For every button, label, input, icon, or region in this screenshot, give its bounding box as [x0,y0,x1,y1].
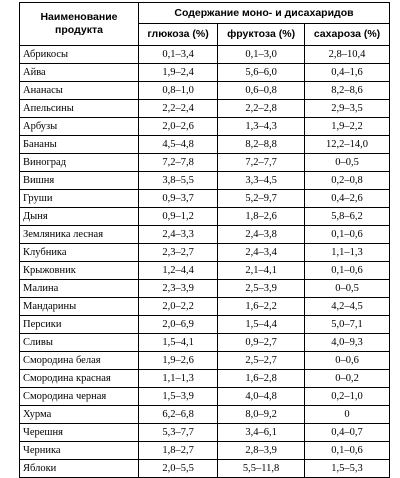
product-name-cell: Виноград [20,154,139,172]
sucrose-cell: 0–0,5 [305,280,390,298]
sucrose-cell: 4,0–9,3 [305,334,390,352]
glucose-cell: 0,8–1,0 [139,82,218,100]
glucose-cell: 0,9–1,2 [139,208,218,226]
sucrose-cell: 0,1–0,6 [305,442,390,460]
table-row [20,406,390,424]
table-row [20,424,390,442]
glucose-cell: 2,0–2,2 [139,298,218,316]
table-row [20,370,390,388]
sucrose-cell: 2,8–10,4 [305,46,390,64]
product-column-header [20,3,139,46]
table-row [20,100,390,118]
product-name-cell: Персики [20,316,139,334]
sucrose-cell: 1,5–5,3 [305,460,390,478]
table-row [20,460,390,478]
sucrose-cell: 0–0,2 [305,370,390,388]
table-row [20,82,390,100]
sucrose-cell: 4,2–4,5 [305,298,390,316]
glucose-cell: 1,9–2,4 [139,64,218,82]
glucose-cell: 0,1–3,4 [139,46,218,64]
sucrose-cell: 0,2–1,0 [305,388,390,406]
header-row-group [20,3,390,24]
glucose-cell: 2,2–2,4 [139,100,218,118]
table-row [20,388,390,406]
table-header [20,3,390,46]
glucose-cell: 2,3–2,7 [139,244,218,262]
glucose-cell: 0,9–3,7 [139,190,218,208]
sucrose-cell: 8,2–8,6 [305,82,390,100]
sucrose-cell: 0–0,5 [305,154,390,172]
fructose-cell: 1,8–2,6 [218,208,305,226]
sucrose-cell: 5,8–6,2 [305,208,390,226]
glucose-cell: 6,2–6,8 [139,406,218,424]
table-row [20,64,390,82]
sucrose-cell: 1,9–2,2 [305,118,390,136]
fructose-cell: 0,9–2,7 [218,334,305,352]
product-name-cell: Ананасы [20,82,139,100]
product-name-cell: Малина [20,280,139,298]
sucrose-cell: 0,4–2,6 [305,190,390,208]
fructose-cell: 1,5–4,4 [218,316,305,334]
product-name-cell: Дыня [20,208,139,226]
fructose-cell: 3,4–6,1 [218,424,305,442]
table-row [20,298,390,316]
glucose-cell: 2,0–6,9 [139,316,218,334]
product-name-cell: Груши [20,190,139,208]
fructose-cell: 4,0–4,8 [218,388,305,406]
table-row [20,352,390,370]
sucrose-cell: 1,1–1,3 [305,244,390,262]
table-row [20,118,390,136]
table-row [20,442,390,460]
sucrose-cell: 0,1–0,6 [305,262,390,280]
table-row [20,334,390,352]
fructose-cell: 7,2–7,7 [218,154,305,172]
sugar-group-header: Содержание моно- и дисахаридов [139,3,390,24]
glucose-cell: 1,5–3,9 [139,388,218,406]
table-row [20,244,390,262]
table-row [20,190,390,208]
product-header-line2: продукта [55,24,103,36]
sucrose-cell: 5,0–7,1 [305,316,390,334]
fructose-cell: 2,4–3,4 [218,244,305,262]
fructose-cell: 1,6–2,2 [218,298,305,316]
sugar-content-table [19,2,390,478]
fructose-cell: 0,1–3,0 [218,46,305,64]
fructose-cell: 2,1–4,1 [218,262,305,280]
sucrose-cell: 0 [305,406,390,424]
table-row [20,136,390,154]
glucose-cell: 2,3–3,9 [139,280,218,298]
fructose-cell: 2,8–3,9 [218,442,305,460]
product-name-cell: Земляника лесная [20,226,139,244]
fructose-cell: 1,6–2,8 [218,370,305,388]
sucrose-cell: 0,2–0,8 [305,172,390,190]
product-name-cell: Айва [20,64,139,82]
fructose-cell: 5,6–6,0 [218,64,305,82]
fructose-cell: 2,2–2,8 [218,100,305,118]
product-name-cell: Абрикосы [20,46,139,64]
sucrose-cell: 0,4–0,7 [305,424,390,442]
product-name-cell: Мандарины [20,298,139,316]
table-row [20,226,390,244]
glucose-cell: 1,8–2,7 [139,442,218,460]
product-name-cell: Вишня [20,172,139,190]
product-name-cell: Арбузы [20,118,139,136]
glucose-cell: 2,4–3,3 [139,226,218,244]
table-row [20,262,390,280]
sucrose-cell: 2,9–3,5 [305,100,390,118]
product-name-cell: Бананы [20,136,139,154]
glucose-cell: 1,1–1,3 [139,370,218,388]
sucrose-cell: 0,1–0,6 [305,226,390,244]
product-header-line1: Наименование [40,11,118,23]
product-name-cell: Черешня [20,424,139,442]
glucose-cell: 1,5–4,1 [139,334,218,352]
fructose-cell: 3,3–4,5 [218,172,305,190]
fructose-cell: 1,3–4,3 [218,118,305,136]
fructose-cell: 2,5–3,9 [218,280,305,298]
glucose-cell: 1,9–2,6 [139,352,218,370]
glucose-cell: 3,8–5,5 [139,172,218,190]
glucose-cell: 2,0–5,5 [139,460,218,478]
fructose-cell: 2,4–3,8 [218,226,305,244]
product-name-cell: Яблоки [20,460,139,478]
table-row [20,280,390,298]
glucose-cell: 2,0–2,6 [139,118,218,136]
table-body [20,46,390,478]
table-row [20,46,390,64]
product-name-cell: Сливы [20,334,139,352]
product-name-cell: Смородина белая [20,352,139,370]
sucrose-cell: 12,2–14,0 [305,136,390,154]
fructose-cell: 8,2–8,8 [218,136,305,154]
sucrose-column-header: сахароза (%) [305,23,390,45]
sucrose-cell: 0–0,6 [305,352,390,370]
glucose-column-header: глюкоза (%) [139,23,218,45]
product-name-cell: Хурма [20,406,139,424]
glucose-cell: 1,2–4,4 [139,262,218,280]
product-name-cell: Черника [20,442,139,460]
product-name-cell: Клубника [20,244,139,262]
fructose-column-header: фруктоза (%) [218,23,305,45]
fructose-cell: 0,6–0,8 [218,82,305,100]
sucrose-cell: 0,4–1,6 [305,64,390,82]
glucose-cell: 5,3–7,7 [139,424,218,442]
table-row [20,316,390,334]
product-name-cell: Смородина черная [20,388,139,406]
fructose-cell: 5,5–11,8 [218,460,305,478]
product-name-cell: Апельсины [20,100,139,118]
table-row [20,172,390,190]
fructose-cell: 2,5–2,7 [218,352,305,370]
fructose-cell: 8,0–9,2 [218,406,305,424]
glucose-cell: 7,2–7,8 [139,154,218,172]
glucose-cell: 4,5–4,8 [139,136,218,154]
product-name-cell: Смородина красная [20,370,139,388]
fructose-cell: 5,2–9,7 [218,190,305,208]
table-row [20,208,390,226]
product-name-cell: Крыжовник [20,262,139,280]
table-row [20,154,390,172]
